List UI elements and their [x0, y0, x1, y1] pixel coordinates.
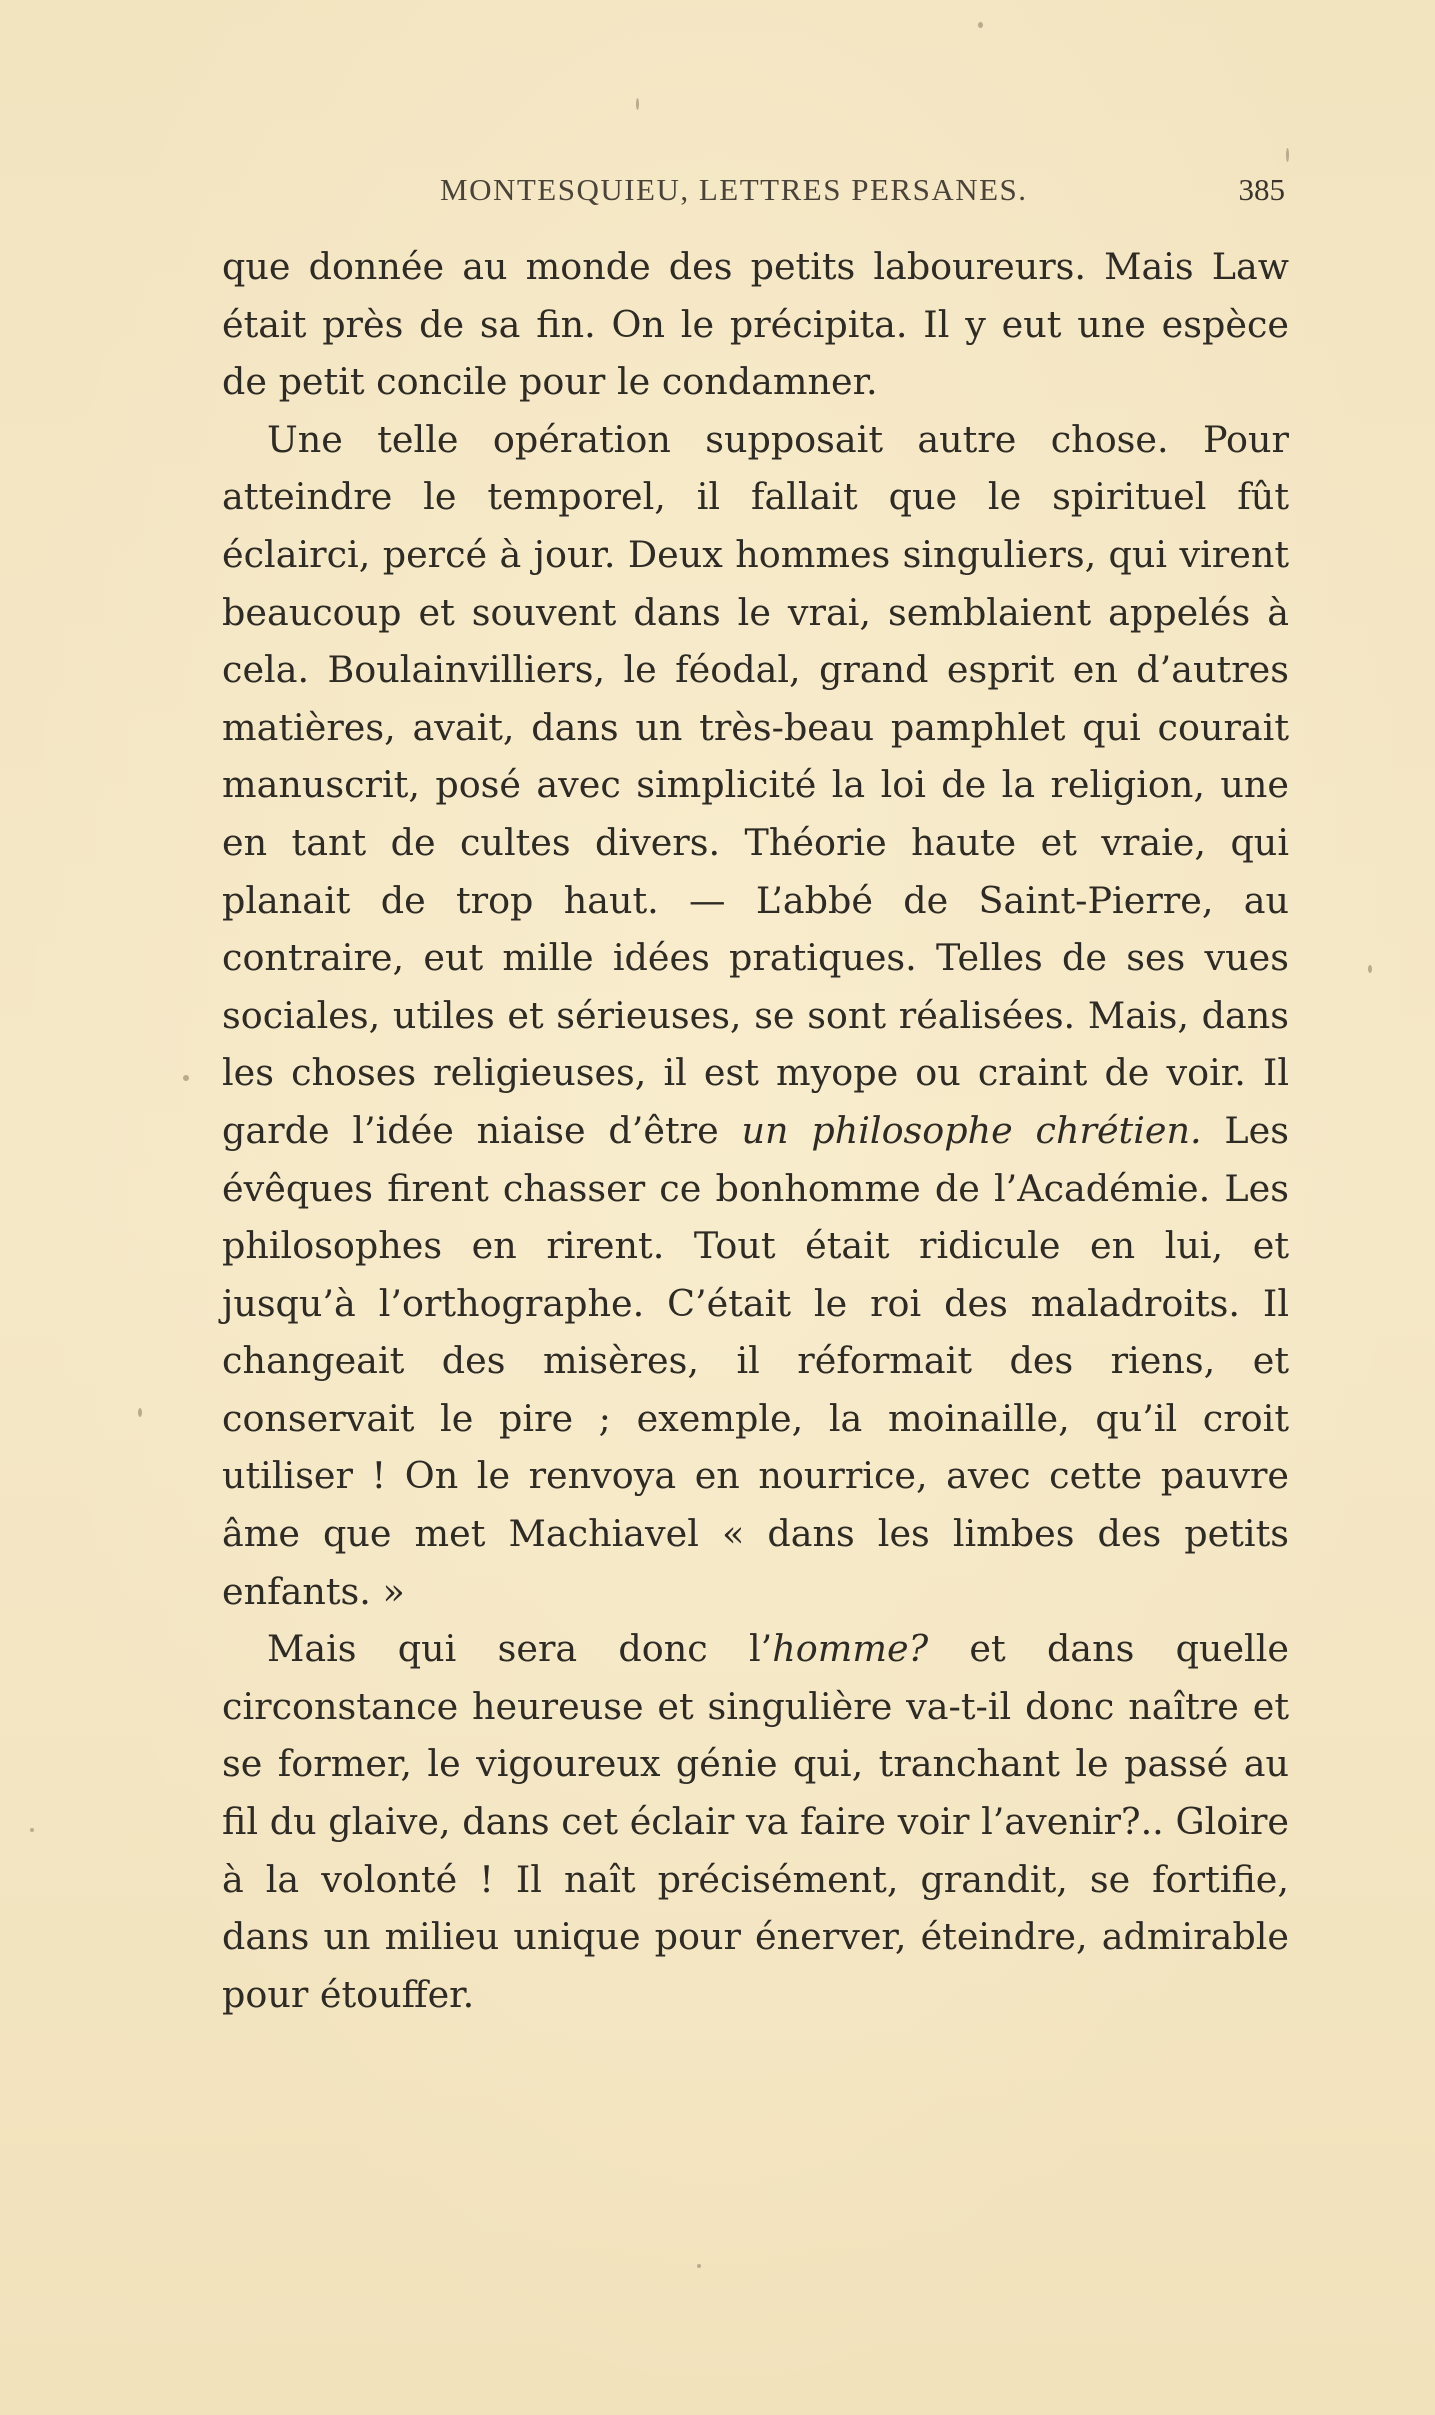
paragraph-2 — [222, 411, 1289, 1620]
paper-speck — [697, 2264, 701, 2268]
paper-speck — [978, 22, 983, 28]
paragraph-2-text: Une telle opération supposait autre chose. Pour atteindre le temporel, il fallait que le spirituel fût éclairci, percé à jour. Deux hommes singuliers, qui virent beaucoup et souvent dans le vrai, semblaient appelés à cela. Boulainvilliers, le féodal, grand esprit en d’autres matières, avait, dans un très-beau pamphlet qui courait manuscrit, posé avec simplicité la loi de la religion, une en tant de cultes divers. Théorie haute et vraie, qui planait de trop haut. — L’abbé de Saint-Pierre, au contraire, eut mille idées pratiques. Telles de ses vues sociales, utiles et sérieuses, se sont réalisées. Mais, dans les choses religieuses, il est myope ou craint de voir. Il garde l’idée niaise d’être — [222, 417, 1289, 1152]
paragraph-2-italic: un philosophe chrétien. — [741, 1108, 1202, 1152]
paragraph-3-after: et dans quelle circonstance heureuse et singulière va-t-il donc naître et se former, le vigoureux génie qui, tranchant le passé au fil du glaive, dans cet éclair va faire voir l’avenir?.. Gloire à la volonté ! Il naît précisément, grandit, se fortifie, dans un milieu unique pour énerver, éteindre, admirable pour étouffer. — [222, 1627, 1289, 2016]
paragraph-2-after: Les évêques firent chasser ce bonhomme de l’Académie. Les philosophes en rirent. Tout était ridicule en lui, et jusqu’à l’orthographe. C’était le roi des maladroits. Il changeait des misères, il réformait des riens, et conservait le pire ; exemple, la moinaille, qu’il croit utiliser ! On le renvoya en nourrice, avec cette pauvre âme que met Machiavel « dans les limbes des petits enfants. » — [222, 1108, 1289, 1613]
body-text — [222, 238, 1289, 2023]
running-head: MONTESQUIEU, LETTRES PERSANES. — [440, 172, 1028, 207]
paper-speck — [138, 1408, 142, 1417]
paragraph-3-text: Mais qui sera donc l’ — [267, 1627, 773, 1671]
paper-speck — [183, 1075, 189, 1081]
paragraph-3 — [222, 1620, 1289, 2023]
paper-speck — [1286, 148, 1289, 162]
paragraph-1-text: que donnée au monde des petits laboureurs. Mais Law était près de sa fin. On le précipita. Il y eut une espèce de petit concile pour le condamner. — [222, 245, 1289, 404]
paper-speck — [636, 98, 639, 110]
paper-speck — [30, 1828, 34, 1832]
paragraph-1 — [222, 238, 1289, 411]
page-number: 385 — [1238, 172, 1285, 207]
paper-speck — [1368, 965, 1372, 973]
paragraph-3-italic: homme? — [772, 1627, 929, 1671]
